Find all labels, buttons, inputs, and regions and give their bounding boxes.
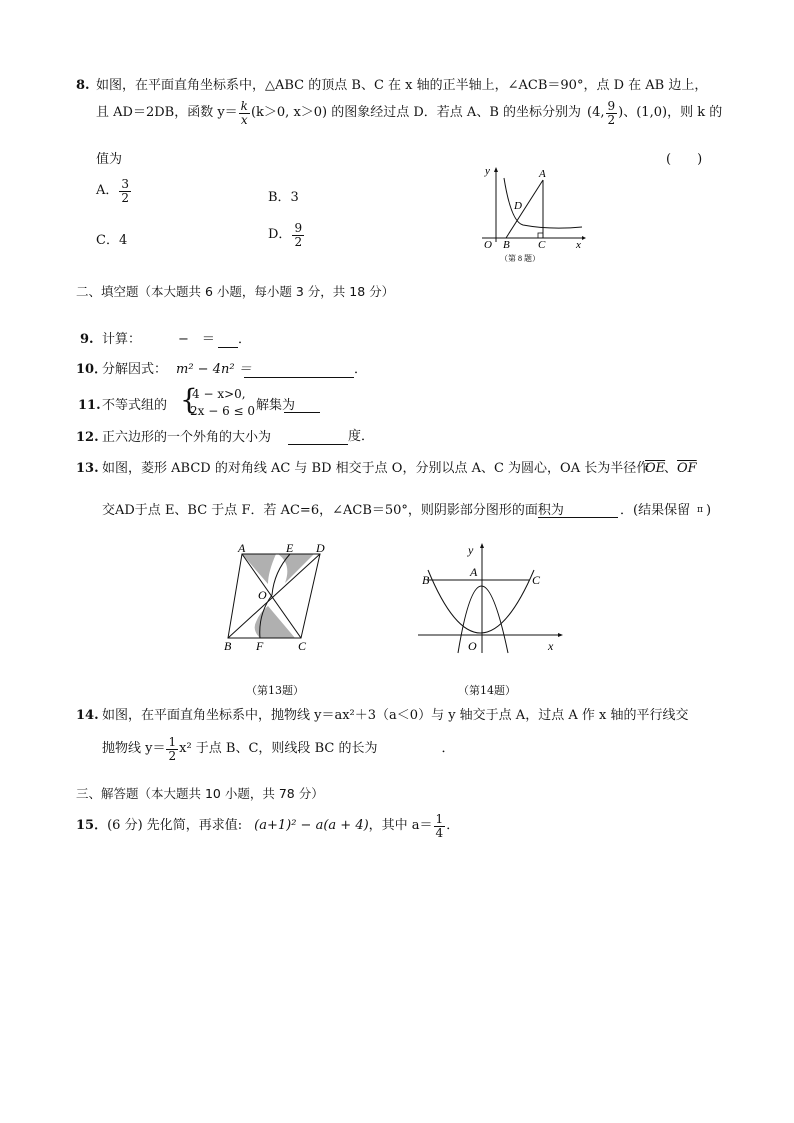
q12-answer-blank[interactable]	[288, 432, 348, 445]
q15-end: ．	[446, 818, 460, 834]
q12-text: 正六边形的一个外角的大小为	[102, 430, 272, 445]
q14-line2a: 抛物线 y＝	[102, 741, 166, 757]
q13-line2b: ．(结果保留	[620, 503, 691, 518]
q14-figure-caption: （第14题）	[458, 684, 516, 697]
q12-number: 12.	[76, 430, 99, 445]
q10-end: ．	[354, 362, 368, 377]
q13-arc-of: $\overline{OF}$	[677, 461, 697, 476]
q8-option-a-fraction: $\frac{3}{2}$	[121, 177, 130, 205]
q10-expression: m² − 4n² ＝	[176, 362, 252, 377]
q8-label-y: y	[485, 165, 490, 177]
q9-text: 计算：	[102, 332, 142, 347]
q8-x-arrow	[582, 236, 586, 240]
q11-number: 11.	[78, 398, 101, 413]
q15-fraction: $\frac{1}{4}$	[435, 812, 444, 840]
q8-option-d-fraction: $\frac{9}{2}$	[294, 221, 303, 249]
q13-figure	[220, 542, 340, 654]
q14-label-a: A	[470, 565, 478, 579]
q8-figure-caption: （第 8 题）	[500, 254, 540, 263]
q8-label-b: B	[503, 239, 510, 251]
q13-separator: 、	[664, 461, 678, 476]
q11-inequality-1: 4 − x>0,	[192, 387, 246, 401]
q8-label-x: x	[576, 239, 581, 251]
q8-pointA-fraction: $\frac{9}{2}$	[607, 99, 616, 127]
q9-ops: − ＝	[178, 332, 215, 347]
q8-option-d-label: D．	[268, 227, 292, 243]
q13-label-b: B	[224, 639, 232, 653]
q8-option-c: C．4	[96, 233, 128, 248]
q8-line2	[96, 100, 722, 126]
q8-answer-paren: ( )	[666, 152, 703, 167]
q14-label-y: y	[468, 543, 474, 557]
q14-label-x: x	[548, 639, 554, 653]
q8-figure	[478, 160, 588, 268]
q8-pointA-pre: (4,	[587, 105, 605, 121]
q9-answer-blank[interactable]	[218, 335, 238, 348]
q8-k-fraction: $\frac{k}{x}$	[240, 99, 248, 127]
q8-option-d	[268, 222, 305, 248]
q15-expression: (a+1)² − a(a + 4)	[254, 818, 369, 834]
q11-inequality-2: 2x − 6 ≤ 0	[190, 404, 256, 418]
q14-end: ．	[441, 741, 455, 757]
q8-label-a: A	[539, 168, 546, 180]
q8-line2c: ，则 k 的	[667, 105, 723, 121]
q14-answer-blank[interactable]	[377, 743, 441, 755]
q13-answer-blank[interactable]	[538, 505, 618, 518]
q8-pointB: (1,0)	[636, 105, 668, 121]
q14-label-o: O	[468, 639, 477, 653]
q14-line2	[102, 736, 454, 762]
q14-number: 14.	[76, 708, 99, 723]
q15-mid: ，其中 a＝	[368, 818, 433, 834]
q12-tail: 度．	[348, 429, 375, 444]
q14-x-arrow	[558, 633, 563, 637]
q13-arc-oe: $\overline{OE}$	[645, 461, 666, 476]
q13-number: 13.	[76, 461, 99, 476]
q8-pointA-post: )	[618, 105, 624, 121]
q9-number: 9.	[80, 332, 94, 347]
q8-line2b: (k＞0, x＞0) 的图象经过点 D．若点 A、B 的坐标分别为	[250, 105, 582, 121]
q11-text: 不等式组的	[102, 398, 168, 413]
q15-number: 15．	[76, 818, 108, 834]
q13-line1: 如图，菱形 ABCD 的对角线 AC 与 BD 相交于点 O，分别以点 A、C 为圆心，OA 长为半径作	[102, 461, 650, 476]
q11-tail: 解集为	[256, 398, 296, 413]
q14-figure	[414, 540, 574, 655]
q13-pi: π	[697, 505, 703, 515]
q14-label-b: B	[422, 573, 430, 587]
q10-text: 分解因式：	[102, 362, 168, 377]
q13-figure-caption: （第13题）	[246, 684, 304, 697]
q10-number: 10．	[76, 362, 108, 377]
q13-label-o: O	[258, 588, 267, 602]
q14-parabola-up	[428, 570, 534, 633]
section-3-heading: 三、解答题（本大题共 10 小题，共 78 分）	[76, 786, 324, 801]
q8-right-angle-mark	[538, 233, 543, 238]
q10-answer-blank[interactable]	[244, 365, 354, 378]
q14-line2b: x² 于点 B、C，则线段 BC 的长为	[179, 741, 378, 757]
q13-label-e: E	[286, 542, 294, 555]
q13-label-a: A	[238, 542, 246, 555]
section-2-heading: 二、填空题（本大题共 6 小题，每小题 3 分，共 18 分）	[76, 284, 395, 299]
q15-line	[76, 813, 459, 839]
q14-parabola-down	[458, 586, 508, 653]
q14-line1: 如图，在平面直角坐标系中，抛物线 y＝ax²＋3（a＜0）与 y 轴交于点 A，过点 A 作 x 轴的平行线交	[102, 708, 689, 723]
q14-y-arrow	[480, 543, 484, 548]
q13-label-c: C	[298, 639, 307, 653]
q8-label-o: O	[484, 239, 492, 251]
q8-number: 8.	[76, 78, 90, 93]
q8-y-arrow	[494, 167, 498, 172]
q8-separator: 、	[623, 105, 637, 121]
q13-label-f: F	[256, 639, 264, 653]
q8-option-b: B．3	[268, 190, 299, 205]
q8-label-d: D	[514, 200, 522, 212]
q11-brace: {	[180, 383, 198, 416]
q13-line2c: )	[706, 503, 712, 518]
q13-line2a: 交AD于点 E、BC 于点 F．若 AC=6，∠ACB＝50°，则阴影部分图形的面积为	[102, 503, 564, 518]
q8-option-a-label: A．	[96, 183, 119, 199]
q15-text: (6 分) 先化简，再求值:	[107, 818, 243, 834]
q8-label-c: C	[538, 239, 546, 251]
q11-answer-blank[interactable]	[284, 400, 320, 413]
q8-line1: 如图，在平面直角坐标系中，△ABC 的顶点 B、C 在 x 轴的正半轴上，∠ACB＝90°，点 D 在 AB 边上，	[96, 78, 708, 93]
q14-label-c: C	[532, 573, 541, 587]
q8-option-a	[96, 178, 132, 204]
q9-end: ．	[238, 332, 252, 347]
q8-line2a: 且 AD＝2DB，函数 y＝	[96, 105, 238, 121]
q13-label-d: D	[316, 542, 325, 555]
q8-line3: 值为	[96, 152, 123, 167]
q14-fraction: $\frac{1}{2}$	[168, 735, 177, 763]
